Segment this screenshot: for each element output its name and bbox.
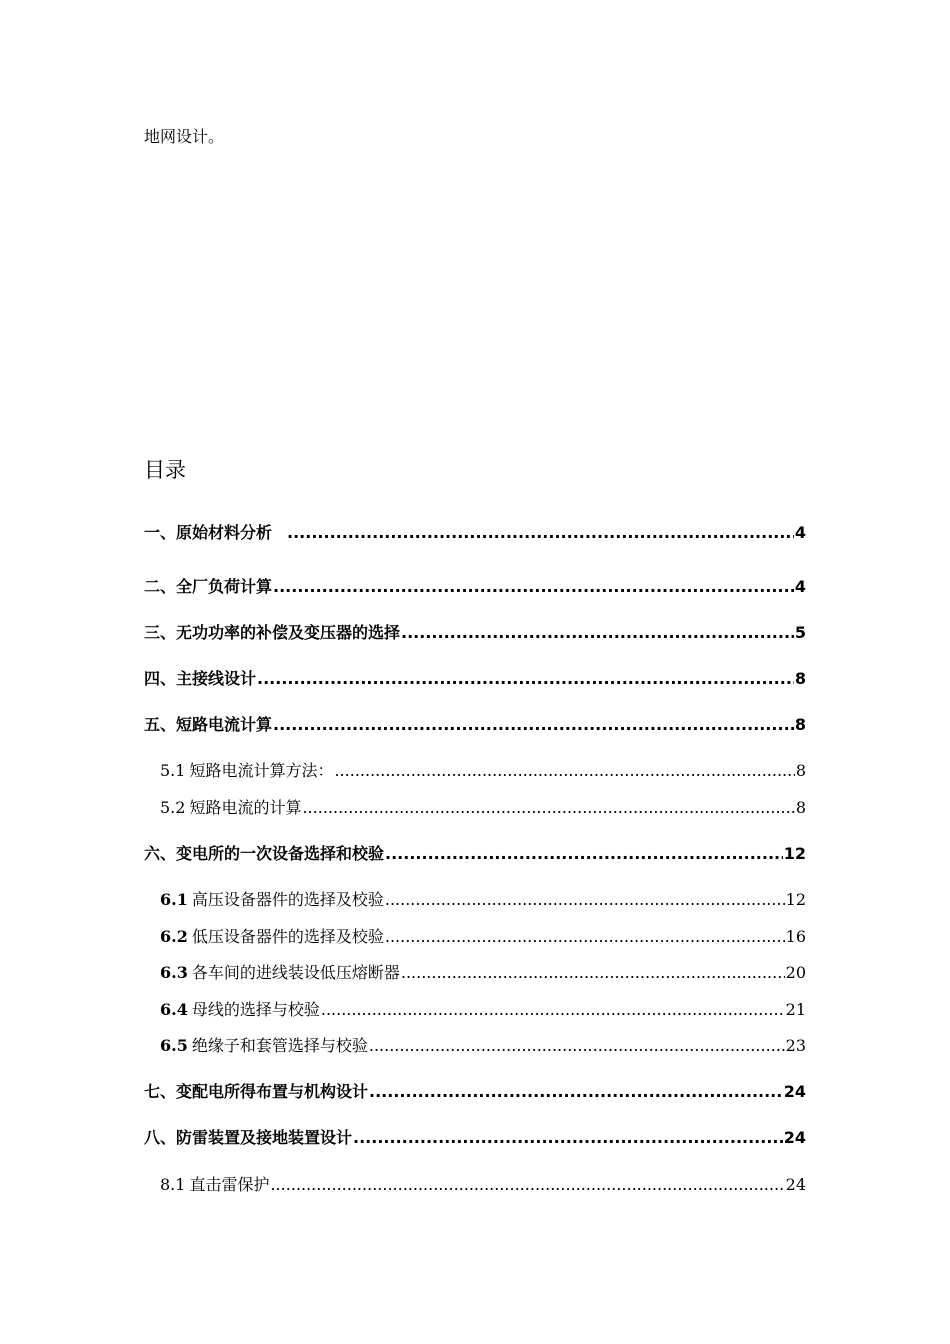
toc-entry-number: 5.1 [160,761,186,780]
toc-entry-page-number: 24 [783,1128,806,1147]
toc-entry-title: 短路电流计算方法： [189,761,334,780]
toc-dot-leader [273,576,794,598]
toc-entry-title: 短路电流的计算 [189,798,302,817]
toc-entry-title: 四、主接线设计 [144,669,257,688]
toc-entry[interactable] [144,668,806,690]
toc-entry[interactable] [144,962,806,984]
toc-entry-title: 三、无功功率的补偿及变压器的选择 [144,623,401,642]
toc-entry[interactable] [144,1174,806,1196]
toc-entry[interactable] [144,999,806,1021]
toc-dot-leader [385,889,785,911]
toc-entry-page-number: 23 [785,1036,806,1055]
toc-entry-page-number: 8 [795,798,806,817]
toc-entry-page-number: 12 [785,890,806,909]
toc-entry-page-number: 8 [794,669,806,688]
toc-entry-page-number: 8 [795,761,806,780]
toc-entry-title: 绝缘子和套管选择与校验 [191,1036,368,1055]
toc-dot-leader [287,522,794,544]
toc-entry-title: 二、全厂负荷计算 [144,577,273,596]
toc-entry-page-number: 21 [785,1000,806,1019]
toc-entry-number: 8.1 [160,1175,186,1194]
toc-entry-page-number: 20 [785,963,806,982]
toc-dot-leader [273,714,794,736]
toc-entry-title: 各车间的进线装设低压熔断器 [191,963,400,982]
toc-entry-title: 一、原始材料分析 [144,523,273,542]
toc-entry-number: 6.5 [160,1036,188,1055]
toc-dot-leader [270,1174,784,1196]
toc-entry-page-number: 4 [794,577,806,596]
intro-text: 地网设计。 [144,127,225,146]
toc-entry[interactable] [144,714,806,736]
toc-entry-title: 低压设备器件的选择及校验 [191,927,384,946]
toc-entry-page-number: 12 [783,844,806,863]
toc-entry-title: 六、变电所的一次设备选择和校验 [144,844,385,863]
toc-entry[interactable] [144,760,806,782]
toc-dot-leader [257,668,794,690]
toc-entry-title: 直击雷保护 [189,1175,270,1194]
toc-entry-title: 高压设备器件的选择及校验 [191,890,384,909]
toc-entry-title: 母线的选择与校验 [191,1000,320,1019]
toc-title: 目录 [144,458,186,482]
toc-entry-page-number: 24 [783,1082,806,1101]
toc-entry[interactable] [144,622,806,644]
toc-entry-page-number: 8 [794,715,806,734]
toc-dot-leader [401,622,794,644]
toc-entry-page-number: 4 [794,523,806,542]
toc-entry[interactable] [144,843,806,865]
toc-entry-number: 6.3 [160,963,188,982]
toc-entry[interactable] [144,522,806,544]
toc-dot-leader [385,843,783,865]
toc-dot-leader [401,962,785,984]
toc-entry[interactable] [144,1127,806,1149]
toc-entry-number: 5.2 [160,798,186,817]
toc-entry-number: 6.4 [160,1000,188,1019]
toc-entry[interactable] [144,576,806,598]
toc-entry-title: 八、防雷装置及接地装置设计 [144,1128,353,1147]
toc-entry-page-number: 5 [794,623,806,642]
toc-entry[interactable] [144,1081,806,1103]
toc-dot-leader [302,797,794,819]
toc-entry-page-number: 16 [785,927,806,946]
toc-entry-title: 七、变配电所得布置与机构设计 [144,1082,369,1101]
toc-entry[interactable] [144,797,806,819]
toc-entry[interactable] [144,1035,806,1057]
toc-entry-number: 6.1 [160,890,188,909]
toc-entry-page-number: 24 [785,1175,806,1194]
toc-dot-leader [369,1035,785,1057]
toc-entry-title: 五、短路电流计算 [144,715,273,734]
toc-dot-leader [385,926,785,948]
toc-dot-leader [334,760,794,782]
toc-entry-number: 6.2 [160,927,188,946]
toc-dot-leader [353,1127,783,1149]
toc-entry[interactable] [144,926,806,948]
toc-dot-leader [369,1081,783,1103]
toc-entry[interactable] [144,889,806,911]
toc-dot-leader [321,999,785,1021]
